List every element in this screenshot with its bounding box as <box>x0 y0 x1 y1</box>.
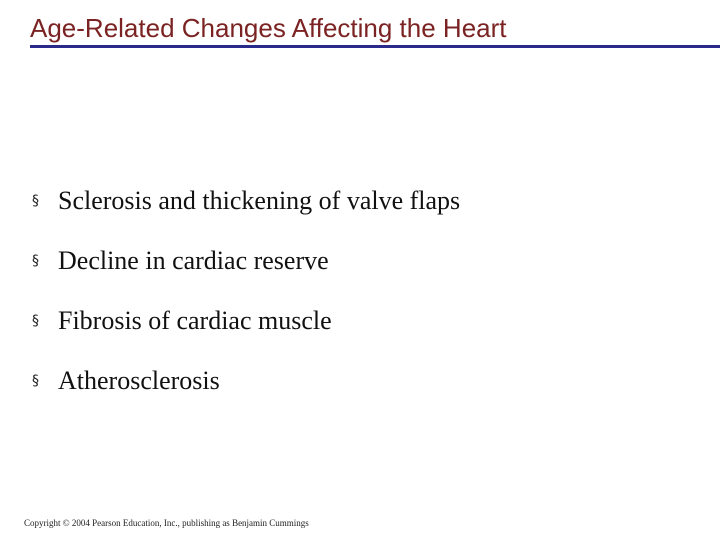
bullet-text: Decline in cardiac reserve <box>58 246 329 275</box>
bullet-icon: § <box>32 253 39 269</box>
slide-title: Age-Related Changes Affecting the Heart <box>30 13 507 43</box>
bullet-icon: § <box>32 373 39 389</box>
bullet-icon: § <box>32 193 39 209</box>
list-item <box>32 184 460 218</box>
bullet-text: Sclerosis and thickening of valve flaps <box>58 186 461 215</box>
title-underline <box>30 45 720 48</box>
list-item <box>32 244 460 278</box>
bullet-list <box>32 184 460 424</box>
list-item <box>32 304 460 338</box>
copyright-notice: Copyright © 2004 Pearson Education, Inc., publishing as Benjamin Cummings <box>24 518 309 528</box>
bullet-text: Fibrosis of cardiac muscle <box>58 306 332 335</box>
bullet-text: Atherosclerosis <box>58 366 220 395</box>
bullet-icon: § <box>32 313 39 329</box>
list-item <box>32 364 460 398</box>
